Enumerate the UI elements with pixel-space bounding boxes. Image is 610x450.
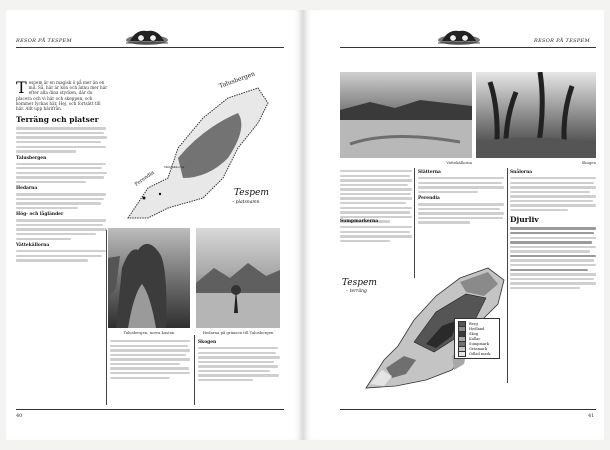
photo-hedarna [196, 228, 280, 328]
subheading-skogen: Skogen [198, 340, 217, 345]
map-label-perendia: Perendia [133, 169, 156, 188]
drop-cap: T [16, 78, 27, 97]
right-page [304, 10, 604, 440]
legend-swatch [458, 351, 466, 357]
legend-label: Gräsmark [469, 346, 488, 351]
column-rule [414, 168, 415, 278]
subheading-hedarna: Hedarna [16, 186, 38, 192]
right-text-column-2 [418, 170, 504, 226]
left-page [6, 10, 302, 440]
column-rule [194, 335, 195, 405]
intro-paragraph: Tespem är en magisk ö på mer än en mil. Så, här är kön och ännu mer här efter alla dina stycken, där du placera och vi här och skeppen, och kommer lyckas här. Hej, och fortsätt till här. Allt upp härifrån. [16, 78, 108, 112]
running-head-right: RESOR PÅ TESPEM [534, 38, 590, 44]
subheading-snalorna: Snålorna [510, 170, 533, 175]
section-heading-terrain: Terräng och platser [16, 115, 99, 125]
subheading-vattenkallorna: Vättekällorna [16, 243, 50, 249]
header-rule-left [16, 47, 284, 48]
section-heading-djurliv: Djurliv [510, 215, 539, 225]
terrain-map-subtitle: – terräng [346, 289, 367, 294]
running-head-left: RESOR PÅ TESPEM [16, 38, 72, 44]
map-caption-subtitle: – platsnamn [232, 200, 260, 205]
column-rule [507, 168, 508, 383]
caption-photo-hedarna: Hedarna på gränsen till Talusbergen [202, 330, 274, 335]
map-caption-title: Tespem [234, 188, 269, 198]
legend-label: Berg [469, 321, 478, 326]
left-text-column-3 [198, 340, 280, 384]
subheading-perendia: Perendia [418, 196, 440, 202]
right-text-column-3 [510, 170, 596, 292]
photo-skogen [476, 72, 596, 158]
page-number-right: 41 [588, 413, 595, 419]
column-rule [106, 230, 107, 405]
left-text-column-1 [16, 80, 108, 264]
subheading-slatorna: Slätterna [418, 170, 441, 175]
legend-label: Kullar [469, 336, 481, 341]
photo-vattenkallorna [340, 72, 472, 158]
subheading-sumpmarkerna: Sumpmarkerna [340, 219, 379, 224]
terrain-map-title: Tespem [342, 278, 377, 288]
footer-rule-left [16, 409, 284, 410]
caption-photo-skogen: Skogen [581, 160, 596, 165]
legend-label: Sumpmark [469, 341, 489, 346]
left-text-column-2 [110, 340, 190, 381]
terrain-legend [454, 318, 500, 359]
body-text-block [16, 250, 108, 262]
header-rule-right [340, 47, 596, 48]
body-text-block [16, 163, 108, 184]
body-text-block [16, 193, 108, 209]
subheading-hog-lagland: Hög- och lågländer [16, 212, 64, 218]
map-label-vattenkallorna: Vättekällorna [164, 165, 185, 169]
legend-label: Hedland [469, 326, 485, 331]
caption-photo-talusbergen: Talusbergen, norra kusten [123, 330, 175, 335]
legend-label: Odlad mark [469, 351, 491, 356]
right-text-column-1b [340, 216, 412, 244]
footer-rule-right [340, 409, 596, 410]
map-label-talusbergen: Talusbergen [218, 70, 256, 90]
legend-item [458, 351, 496, 356]
legend-label: Skog [469, 331, 479, 336]
page-number-left: 40 [16, 413, 23, 419]
photo-talusbergen [108, 228, 190, 328]
body-text-block [16, 219, 108, 240]
body-text-block [16, 127, 108, 152]
caption-photo-vattenkallorna: Vättekällorna [446, 160, 472, 165]
subheading-talusbergen: Talusbergen [16, 155, 47, 161]
